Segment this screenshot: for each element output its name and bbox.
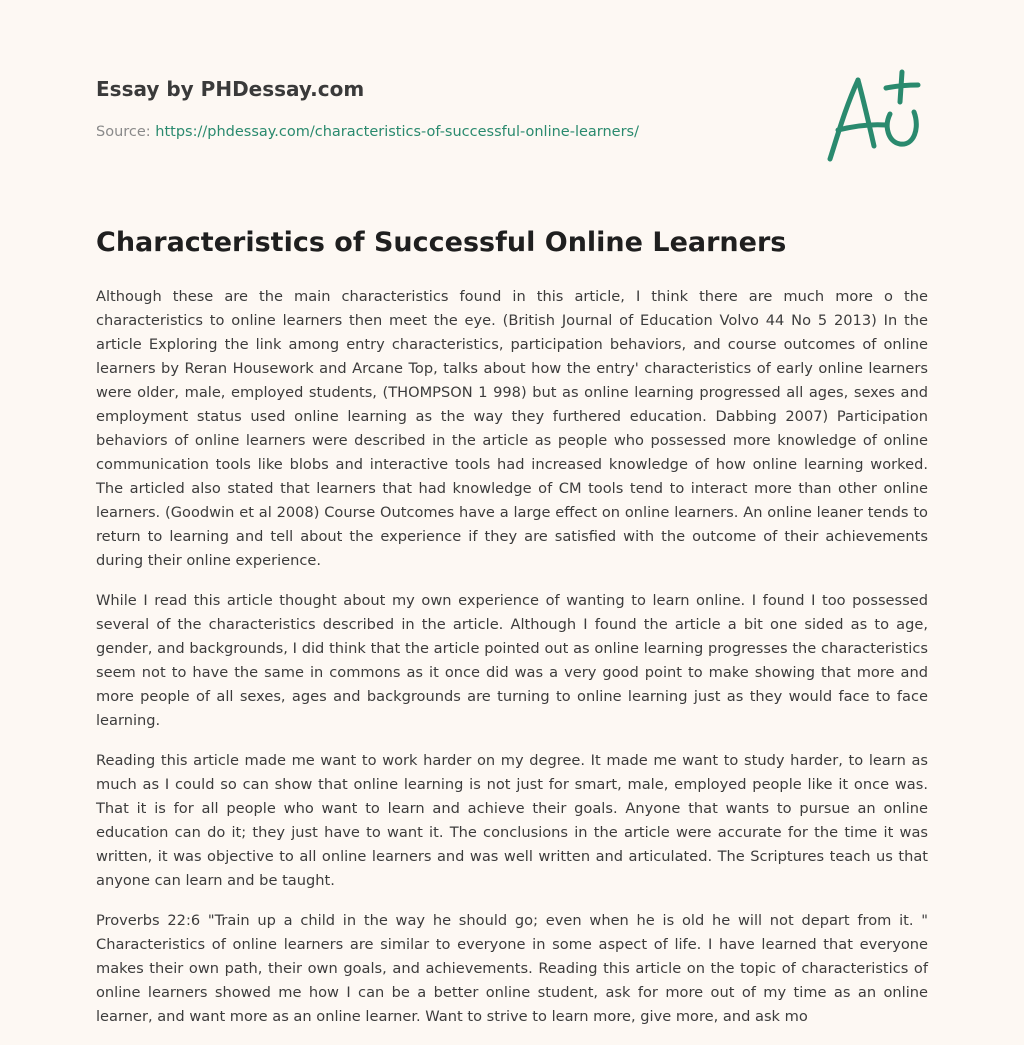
source-label: Source: <box>96 124 156 140</box>
a-plus-logo-icon <box>824 68 924 164</box>
essay-paragraph: While I read this article thought about my own experience of wanting to learn online. I found I too possessed several of the characteristics described in the article. Although I found the article a bit one sided as to age, gender, and backgrounds, I did think that the article pointed out as online learning progresses the characteristics seem not to have the same in commons as it once did was a very good point to make showing that more and more people of all sexes, ages and backgrounds are turning to online learning just as they would face to face learning. <box>96 592 928 729</box>
source-line <box>96 124 639 140</box>
essay-paragraph: Proverbs 22:6 "Train up a child in the way he should go; even when he is old he will not depart from it. " Characteristics of online learners are similar to everyone in some aspect of life. I have learned that everyone makes their own path, their own goals, and achievements. Reading this article on the topic of characteristics of online learners showed me how I can be a better online student, ask for more out of my time as an online learner, and want more as an online learner. Want to strive to learn more, give more, and ask mo <box>96 912 928 1025</box>
site-brand: Essay by PHDessay.com <box>96 77 365 101</box>
source-link[interactable]: https://phdessay.com/characteristics-of-successful-online-learners/ <box>155 124 639 140</box>
essay-body <box>96 285 928 1045</box>
essay-paragraph: Reading this article made me want to work harder on my degree. It made me want to study harder, to learn as much as I could so can show that online learning is not just for smart, male, employed people like it once was. That it is for all people who want to learn and achieve their goals. Anyone that wants to pursue an online education can do it; they just have to want it. The conclusions in the article were accurate for the time it was written, it was objective to all online learners and was well written and articulated. The Scriptures teach us that anyone can learn and be taught. <box>96 752 928 889</box>
essay-title: Characteristics of Successful Online Learners <box>96 227 787 258</box>
essay-paragraph: Although these are the main characteristics found in this article, I think there are much more o the characteristics to online learners then meet the eye. (British Journal of Education Volvo 44 No 5 2013) In the article Exploring the link among entry characteristics, participation behaviors, and course outcomes of online learners by Reran Housework and Arcane Top, talks about how the entry' characteristics of early online learners were older, male, employed students, (THOMPSON 1 998) but as online learning progressed all ages, sexes and employment status used online learning as the way they furthered education. Dabbing 2007) Participation behaviors of online learners were described in the article as people who possessed more knowledge of online communication tools like blobs and interactive tools had increased knowledge of how online learning worked. The articled also stated that learners that had knowledge of CM tools tend to interact more than other online learners. (Goodwin et al 2008) Course Outcomes have a large effect on online learners. An online leaner tends to return to learning and tell about the experience if they are satisfied with the outcome of their achievements during their online experience. <box>96 288 928 569</box>
